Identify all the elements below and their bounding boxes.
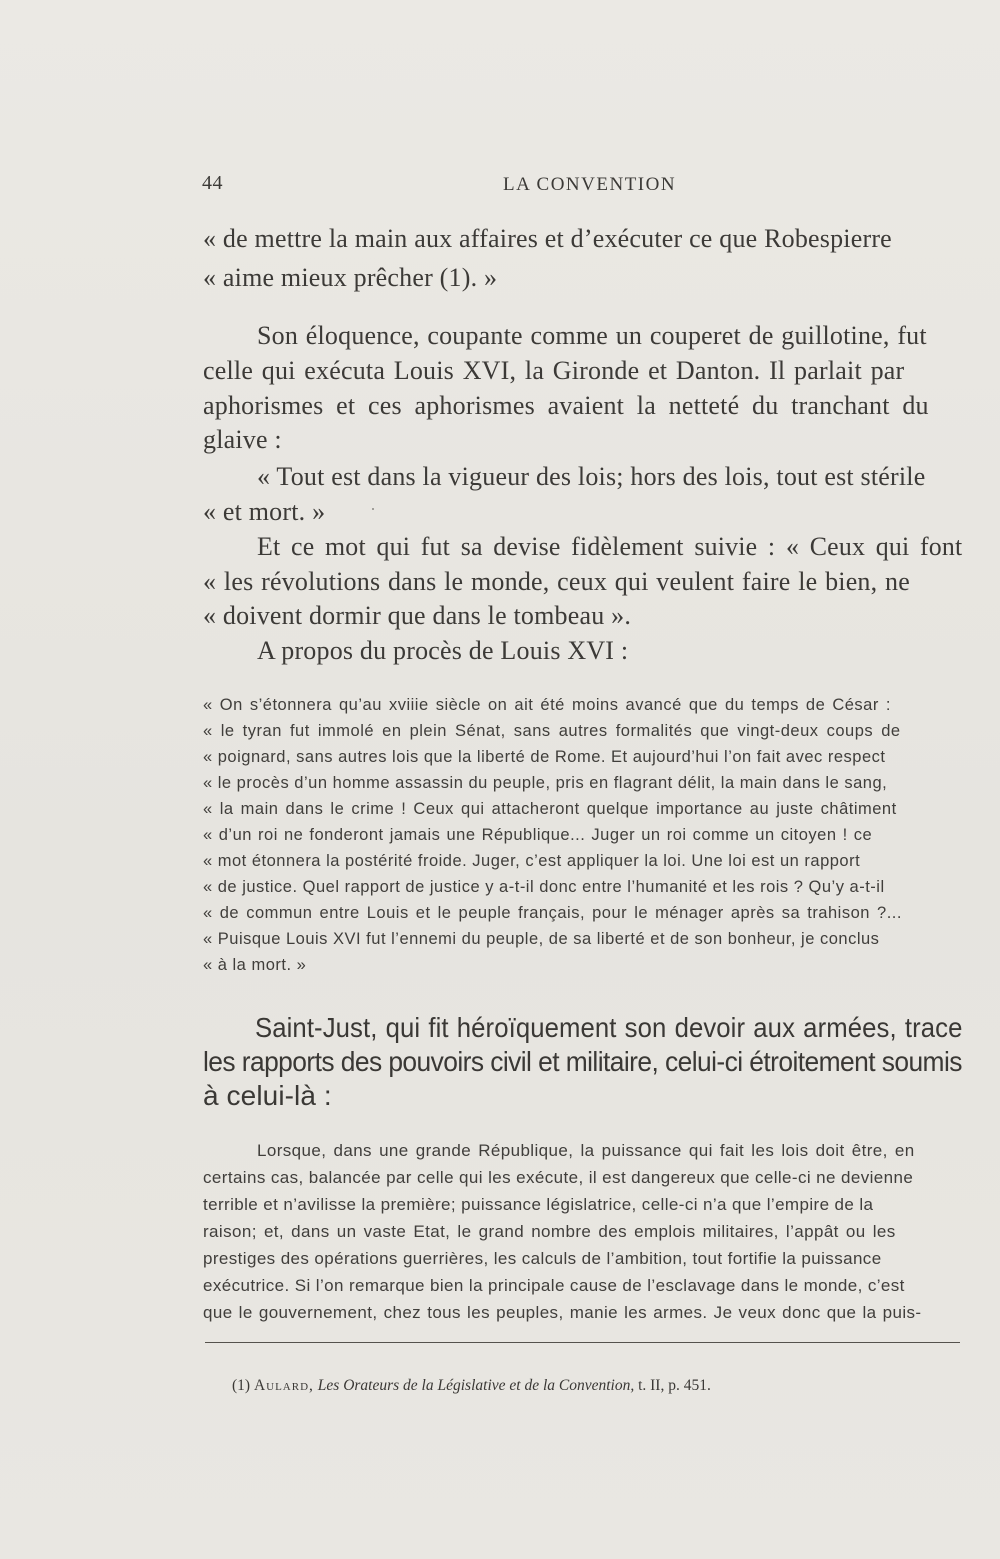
footnote-marker: (1) (232, 1377, 251, 1394)
quote-line: « la main dans le crime ! Ceux qui attacheront quelque importance au juste châtiment (203, 800, 897, 818)
quote-line: certains cas, balancée par celle qui les exécute, il est dangereux que celle-ci ne devienne (203, 1168, 914, 1187)
quote-line: raison; et, dans un vaste Etat, le grand nombre des emplois militaires, l’appât ou les (203, 1222, 896, 1241)
body-line: A propos du procès de Louis XVI : (257, 636, 629, 665)
body-line: « Tout est dans la vigueur des lois; hors des lois, tout est stérile (257, 462, 926, 491)
body-line: les rapports des pouvoirs civil et militaire, celui-ci étroitement soumis (203, 1046, 962, 1077)
quote-line: « de commun entre Louis et le peuple français, pour le ménager après sa trahison ?... (203, 904, 902, 922)
body-line: Et ce mot qui fut sa devise fidèlement suivie : « Ceux qui font (257, 532, 963, 561)
quote-line: prestiges des opérations guerrières, les calculs de l’ambition, tout fortifie la puissance (203, 1249, 882, 1268)
footnote (232, 1377, 711, 1395)
body-line: « aime mieux prêcher (1). » (203, 263, 498, 292)
footnote-author: Aulard, (253, 1377, 314, 1394)
quote-line: « On s’étonnera qu’au xviiie siècle on ait été moins avancé que du temps de César : (203, 696, 892, 714)
quote-line: terrible et n’avilisse la première; puissance législatrice, celle-ci n’a que l’empire de la (203, 1195, 874, 1214)
quote-line: « le tyran fut immolé en plein Sénat, sans autres formalités que vingt-deux coups de (203, 722, 901, 740)
page-number: 44 (202, 172, 223, 194)
quote-line: « à la mort. » (203, 956, 307, 974)
quote-line: Lorsque, dans une grande République, la puissance qui fait les lois doit être, en (257, 1141, 915, 1160)
footnote-rule (205, 1342, 960, 1343)
quote-line: « de justice. Quel rapport de justice y a-t-il donc entre l’humanité et les rois ? Qu’y a-t-il (203, 878, 885, 896)
quote-line: « mot étonnera la postérité froide. Juger, c’est appliquer la loi. Une loi est un rapport (203, 852, 861, 870)
body-line: « et mort. » (203, 497, 326, 526)
footnote-title: Les Orateurs de la Législative et de la Convention, (317, 1377, 635, 1394)
body-line: « doivent dormir que dans le tombeau ». (203, 601, 632, 630)
body-line: Son éloquence, coupante comme un couperet de guillotine, fut (257, 321, 927, 350)
body-line: « les révolutions dans le monde, ceux qui veulent faire le bien, ne (203, 567, 910, 596)
quote-line: que le gouvernement, chez tous les peuples, manie les armes. Je veux donc que la puis- (203, 1303, 922, 1322)
body-line: aphorismes et ces aphorismes avaient la netteté du tranchant du (203, 391, 929, 420)
body-line: Saint-Just, qui fit héroïquement son devoir aux armées, trace (255, 1012, 963, 1043)
quote-line: « d’un roi ne fonderont jamais une République... Juger un roi comme un citoyen ! ce (203, 826, 873, 844)
body-line: « de mettre la main aux affaires et d’exécuter ce que Robespierre (203, 224, 892, 253)
quote-line: exécutrice. Si l’on remarque bien la principale cause de l’esclavage dans le monde, c’est (203, 1276, 905, 1295)
body-line: à celui-là : (203, 1080, 332, 1111)
footnote-reference: t. II, p. 451. (638, 1377, 711, 1394)
quote-line: « Puisque Louis XVI fut l’ennemi du peuple, de sa liberté et de son bonheur, je conclus (203, 930, 880, 948)
running-title: LA CONVENTION (503, 174, 677, 195)
scan-speck (372, 508, 374, 510)
page-header (200, 172, 960, 202)
body-line: glaive : (203, 425, 282, 454)
body-line: celle qui exécuta Louis XVI, la Gironde et Danton. Il parlait par (203, 356, 905, 385)
quote-line: « le procès d’un homme assassin du peuple, pris en flagrant délit, la main dans le sang, (203, 774, 888, 792)
quote-line: « poignard, sans autres lois que la liberté de Rome. Et aujourd’hui l’on fait avec respect (203, 748, 886, 766)
